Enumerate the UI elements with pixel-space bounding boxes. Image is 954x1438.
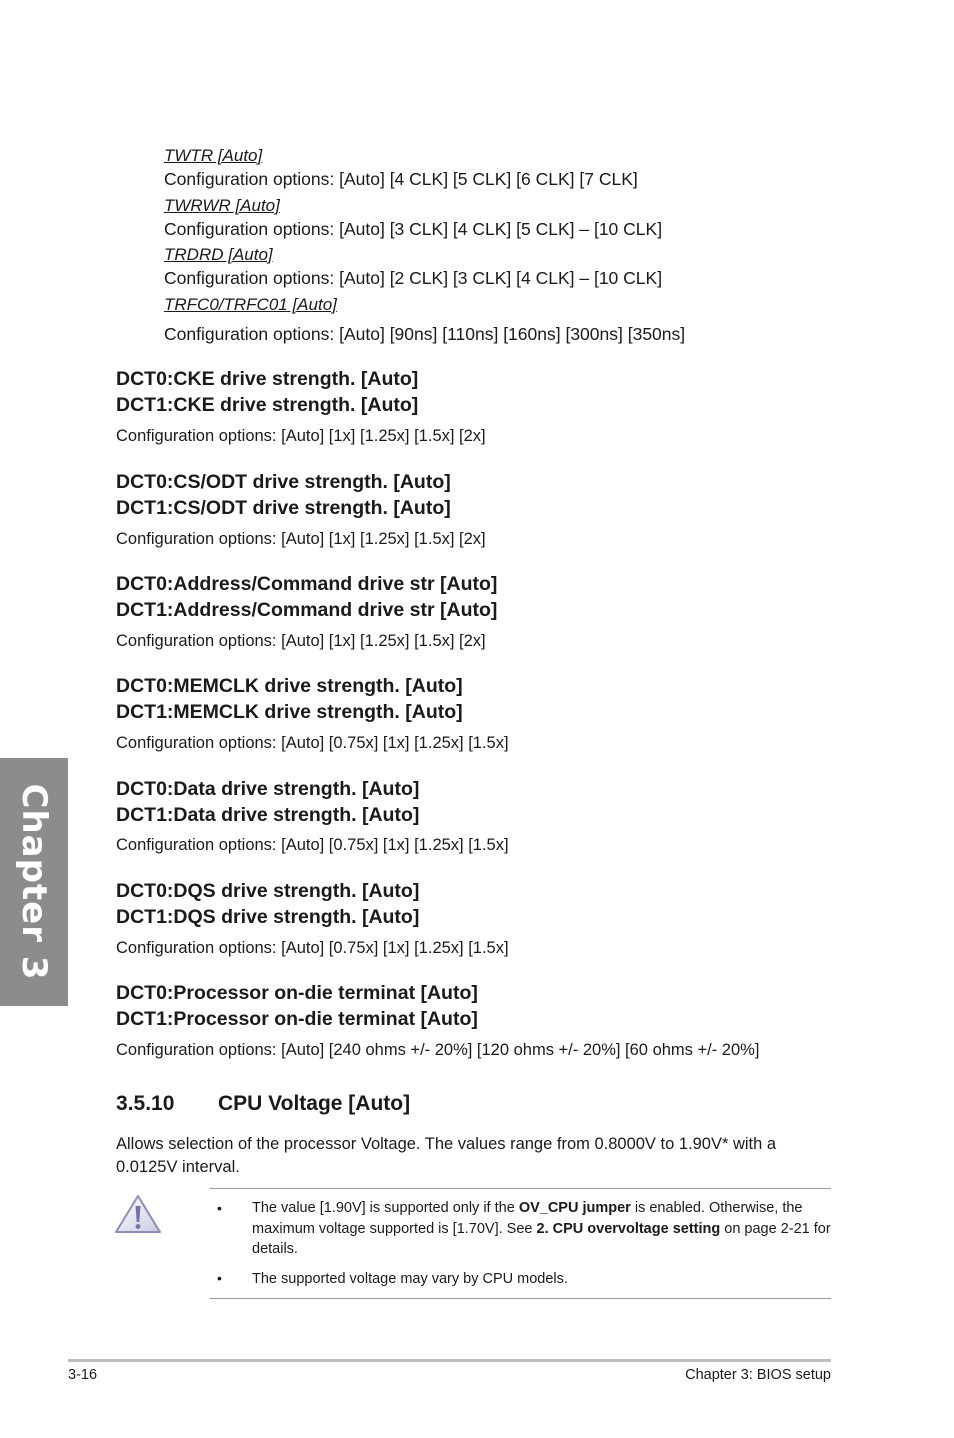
warning-icon: [113, 1193, 163, 1235]
bullet: •: [217, 1270, 222, 1286]
item-title: DCT1:Data drive strength. [Auto]: [116, 804, 420, 826]
item-title: DCT1:Processor on-die terminat [Auto]: [116, 1008, 478, 1030]
item-options: Configuration options: [Auto] [0.75x] [1x] [1.25x] [1.5x]: [116, 734, 509, 752]
item-options: Configuration options: [Auto] [0.75x] [1x] [1.25x] [1.5x]: [116, 939, 509, 957]
note-bottom-rule: [210, 1298, 831, 1299]
item-title: DCT1:MEMCLK drive strength. [Auto]: [116, 701, 463, 723]
note-text: The value [1.90V] is supported only if the: [252, 1200, 519, 1216]
chapter-tab-label: Chapter 3: [14, 783, 54, 981]
note-text: on page 2-21 for details.: [252, 1220, 831, 1257]
sub-item-options: Configuration options: [Auto] [90ns] [110ns] [160ns] [300ns] [350ns]: [164, 324, 686, 344]
item-title: DCT0:MEMCLK drive strength. [Auto]: [116, 675, 463, 697]
item-options: Configuration options: [Auto] [240 ohms +/- 20%] [120 ohms +/- 20%] [60 ohms +/- 20%]: [116, 1041, 760, 1059]
chapter-side-tab: [0, 758, 68, 1006]
section-title: CPU Voltage [Auto]: [218, 1092, 411, 1115]
item-options: Configuration options: [Auto] [1x] [1.25x] [1.5x] [2x]: [116, 632, 486, 650]
note-text: is enabled. Otherwise, the maximum voltage supported is [1.70V]. See: [252, 1200, 803, 1237]
item-title: DCT0:CKE drive strength. [Auto]: [116, 368, 419, 390]
note-top-rule: [210, 1188, 831, 1189]
sub-item-title: TWRWR [Auto]: [164, 196, 280, 215]
note-bullet-1: [252, 1198, 832, 1260]
item-title: DCT1:CS/ODT drive strength. [Auto]: [116, 497, 451, 519]
section-number: 3.5.10: [116, 1092, 175, 1115]
item-title: DCT0:Data drive strength. [Auto]: [116, 778, 420, 800]
item-options: Configuration options: [Auto] [1x] [1.25x] [1.5x] [2x]: [116, 427, 486, 445]
item-title: DCT1:DQS drive strength. [Auto]: [116, 906, 420, 928]
sub-item-options: Configuration options: [Auto] [2 CLK] [3 CLK] [4 CLK] – [10 CLK]: [164, 268, 663, 288]
sub-item-title: TRDRD [Auto]: [164, 245, 273, 264]
item-title: DCT0:DQS drive strength. [Auto]: [116, 880, 420, 902]
item-title: DCT0:Processor on-die terminat [Auto]: [116, 982, 478, 1004]
item-title: DCT1:Address/Command drive str [Auto]: [116, 599, 498, 621]
sub-item-options: Configuration options: [Auto] [3 CLK] [4 CLK] [5 CLK] – [10 CLK]: [164, 219, 663, 239]
item-options: Configuration options: [Auto] [0.75x] [1x] [1.25x] [1.5x]: [116, 836, 509, 854]
item-title: DCT0:Address/Command drive str [Auto]: [116, 573, 498, 595]
bullet: •: [217, 1200, 222, 1216]
item-title: DCT0:CS/ODT drive strength. [Auto]: [116, 471, 451, 493]
sub-item-options: Configuration options: [Auto] [4 CLK] [5 CLK] [6 CLK] [7 CLK]: [164, 169, 638, 189]
footer-rule: [68, 1359, 831, 1362]
item-title: DCT1:CKE drive strength. [Auto]: [116, 394, 419, 416]
item-options: Configuration options: [Auto] [1x] [1.25x] [1.5x] [2x]: [116, 530, 486, 548]
sub-item-title: TWTR [Auto]: [164, 146, 263, 165]
note-bullet-2: The supported voltage may vary by CPU models.: [252, 1271, 568, 1287]
section-body: Allows selection of the processor Voltage. The values range from 0.8000V to 1.90V* with a 0.0125V interval.: [116, 1135, 777, 1176]
note-emphasis: 2. CPU overvoltage setting: [536, 1220, 721, 1237]
sub-item-title: TRFC0/TRFC01 [Auto]: [164, 295, 337, 314]
page-number: 3-16: [68, 1367, 98, 1383]
note-emphasis: OV_CPU jumper: [518, 1200, 631, 1216]
footer-chapter: Chapter 3: BIOS setup: [685, 1367, 831, 1383]
